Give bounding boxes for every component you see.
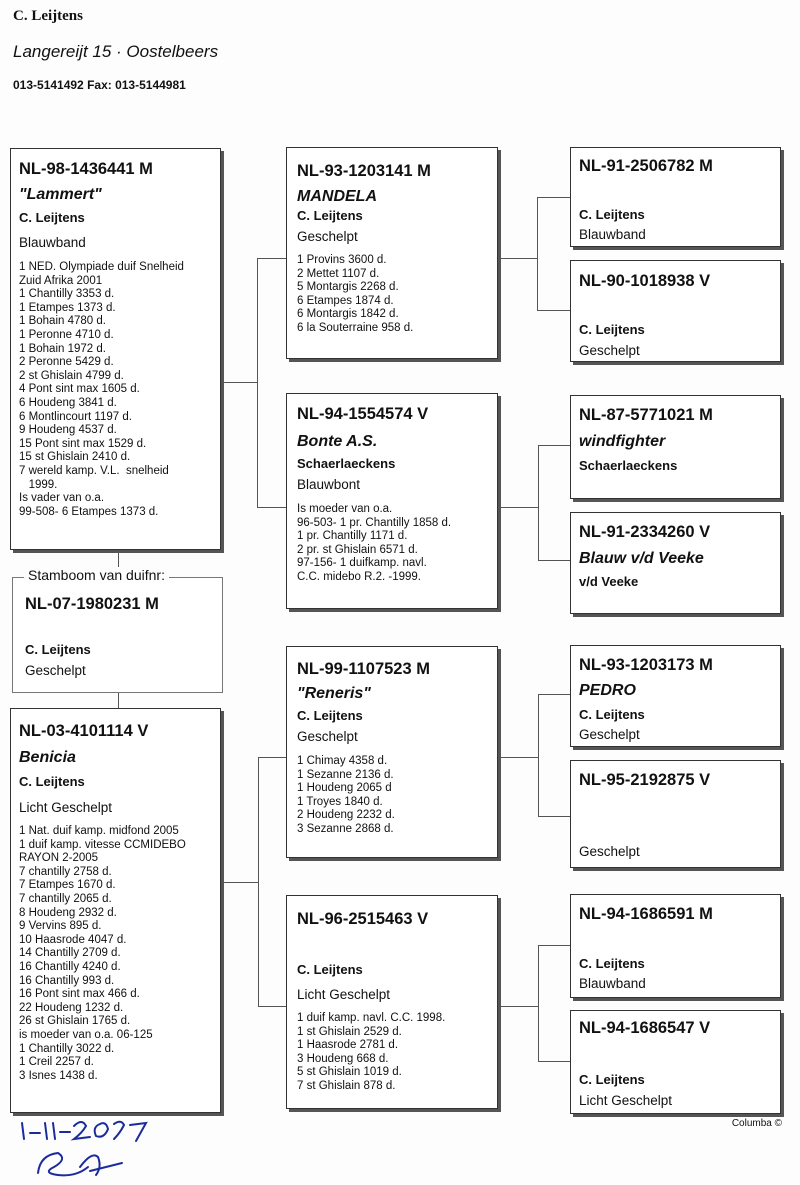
sire-ring-number: NL-98-1436441 M <box>19 160 153 178</box>
dam-dam-owner: C. Leijtens <box>297 962 363 977</box>
dam-sire-results: 1 Chimay 4358 d. 1 Sezanne 2136 d. 1 Houdeng 2065 d 1 Troyes 1840 d. 2 Houdeng 2232 d. 3 Sezanne 2868 d. <box>297 755 395 835</box>
ddd-color: Licht Geschelpt <box>579 1093 673 1108</box>
connector <box>538 945 570 946</box>
ssd-color: Geschelpt <box>579 343 640 358</box>
connector <box>498 1006 538 1007</box>
ssd-card <box>570 260 781 362</box>
dsd-card <box>570 760 781 868</box>
sss-owner: C. Leijtens <box>579 207 645 222</box>
sss-color: Blauwband <box>579 227 646 242</box>
sire-dam-card <box>286 393 498 609</box>
breeder-phone: 013-5141492 Fax: 013-5144981 <box>13 78 186 92</box>
sds-ring-number: NL-87-5771021 M <box>579 406 713 424</box>
connector <box>537 310 570 311</box>
sds-name: windfighter <box>579 433 666 450</box>
connector <box>258 757 286 758</box>
connector <box>538 445 570 446</box>
dam-owner: C. Leijtens <box>19 774 85 789</box>
connector <box>220 382 257 383</box>
connector <box>538 945 539 1061</box>
dss-card <box>570 645 781 747</box>
subject-color: Geschelpt <box>25 663 86 678</box>
dam-name: Benicia <box>19 749 76 766</box>
dss-owner: C. Leijtens <box>579 707 645 722</box>
dam-sire-name: "Reneris" <box>297 685 371 702</box>
ddd-ring-number: NL-94-1686547 V <box>579 1019 711 1037</box>
sire-name: "Lammert" <box>19 186 102 203</box>
sire-sire-color: Geschelpt <box>297 229 358 244</box>
connector <box>220 882 258 883</box>
connector <box>257 258 258 507</box>
connector <box>538 694 570 695</box>
dam-sire-color: Geschelpt <box>297 729 358 744</box>
sire-sire-card <box>286 147 498 359</box>
connector <box>258 1006 286 1007</box>
dam-card <box>10 708 221 1113</box>
dss-color: Geschelpt <box>579 727 640 742</box>
sire-dam-name: Bonte A.S. <box>297 433 378 450</box>
ddd-owner: C. Leijtens <box>579 1072 645 1087</box>
sds-card <box>570 395 781 499</box>
dds-owner: C. Leijtens <box>579 956 645 971</box>
ssd-ring-number: NL-90-1018938 V <box>579 272 711 290</box>
connector <box>498 757 538 758</box>
sire-dam-ring-number: NL-94-1554574 V <box>297 405 429 423</box>
sire-dam-results: Is moeder van o.a. 96-503- 1 pr. Chantilly 1858 d. 1 pr. Chantilly 1171 d. 2 pr. st Ghislain 6571 d. 97-156- 1 duifkamp. navl. C.C. midebo R.2. -1999. <box>297 503 452 583</box>
sss-ring-number: NL-91-2506782 M <box>579 157 713 175</box>
dam-ring-number: NL-03-4101114 V <box>19 722 149 740</box>
sdd-ring-number: NL-91-2334260 V <box>579 523 711 541</box>
software-credit: Columba © <box>731 1118 782 1129</box>
subject-owner: C. Leijtens <box>25 642 91 657</box>
connector <box>498 258 537 259</box>
dds-ring-number: NL-94-1686591 M <box>579 905 713 923</box>
sire-sire-name: MANDELA <box>297 188 377 205</box>
connector <box>538 445 539 560</box>
dam-color: Licht Geschelpt <box>19 800 113 815</box>
dam-sire-ring-number: NL-99-1107523 M <box>297 660 430 678</box>
sds-owner: Schaerlaeckens <box>579 458 678 473</box>
ddd-card <box>570 1010 781 1114</box>
connector <box>538 816 570 817</box>
dsd-ring-number: NL-95-2192875 V <box>579 771 711 789</box>
subject-ring-number: NL-07-1980231 M <box>25 595 159 613</box>
connector <box>538 694 539 816</box>
dds-card <box>570 894 781 998</box>
sire-dam-color: Blauwbont <box>297 477 361 492</box>
connector <box>257 507 286 508</box>
dam-sire-owner: C. Leijtens <box>297 708 363 723</box>
sire-dam-owner: Schaerlaeckens <box>297 456 396 471</box>
dds-color: Blauwband <box>579 976 646 991</box>
breeder-name: C. Leijtens <box>13 8 83 24</box>
sire-sire-results: 1 Provins 3600 d. 2 Mettet 1107 d. 5 Montargis 2268 d. 6 Etampes 1874 d. 6 Montargis 1842 d. 6 la Souterraine 958 d. <box>297 254 414 334</box>
sdd-owner: v/d Veeke <box>579 574 639 589</box>
sdd-card <box>570 512 781 614</box>
connector <box>118 692 119 708</box>
sire-sire-ring-number: NL-93-1203141 M <box>297 162 431 180</box>
subject-card <box>12 577 223 693</box>
dam-sire-card <box>286 646 498 858</box>
sire-results: 1 NED. Olympiade duif Snelheid Zuid Afrika 2001 1 Chantilly 3353 d. 1 Etampes 1373 d. 1 Bohain 4780 d. 1 Peronne 4710 d. 1 Bohain 1972 d. 2 Peronne 5429 d. 2 st Ghislain 4799 d. 4 Pont sint max 1605 d. 6 Houdeng 3841 d. 6 Montlincourt 1197 d. 9 Houdeng 4537 d. 15 Pont sint max 1529 d. 15 st Ghislain 2410 d. 7 wereld kamp. V.L. snelheid 1999. Is vader van o.a. 99-508- 6 Etampes 1373 d. <box>19 261 184 518</box>
dam-dam-ring-number: NL-96-2515463 V <box>297 910 429 928</box>
sire-owner: C. Leijtens <box>19 210 85 225</box>
sdd-name: Blauw v/d Veeke <box>579 550 704 567</box>
sire-color: Blauwband <box>19 235 86 250</box>
dam-dam-color: Licht Geschelpt <box>297 987 391 1002</box>
sss-card <box>570 147 781 247</box>
handwritten-signature <box>18 1115 188 1185</box>
pedigree-label: Stamboom van duifnr: <box>24 567 169 583</box>
connector <box>498 507 538 508</box>
ssd-owner: C. Leijtens <box>579 322 645 337</box>
sire-sire-owner: C. Leijtens <box>297 208 363 223</box>
connector <box>538 560 570 561</box>
connector <box>257 258 286 259</box>
dsd-color: Geschelpt <box>579 844 640 859</box>
sire-card <box>10 148 221 550</box>
connector <box>258 757 259 1006</box>
dam-results: 1 Nat. duif kamp. midfond 2005 1 duif kamp. vitesse CCMIDEBO RAYON 2-2005 7 chantilly 2758 d. 7 Etampes 1670 d. 7 chantilly 2065 d. 8 Houdeng 2932 d. 9 Vervins 895 d. 10 Haasrode 4047 d. 14 Chantilly 2709 d. 16 Chantilly 4240 d. 16 Chantilly 993 d. 16 Pont sint max 466 d. 22 Houdeng 1232 d. 26 st Ghislain 1765 d. is moeder van o.a. 06-125 1 Chantilly 3022 d. 1 Creil 2257 d. 3 Isnes 1438 d. <box>19 825 186 1082</box>
dam-dam-card <box>286 895 498 1109</box>
connector <box>537 197 570 198</box>
dam-dam-results: 1 duif kamp. navl. C.C. 1998. 1 st Ghislain 2529 d. 1 Haasrode 2781 d. 3 Houdeng 668 d. 5 st Ghislain 1019 d. 7 st Ghislain 878 d. <box>297 1012 446 1092</box>
breeder-address: Langereijt 15 · Oostelbeers <box>13 42 219 61</box>
connector <box>538 1061 570 1062</box>
dss-name: PEDRO <box>579 682 636 699</box>
dss-ring-number: NL-93-1203173 M <box>579 656 713 674</box>
connector <box>537 197 538 310</box>
